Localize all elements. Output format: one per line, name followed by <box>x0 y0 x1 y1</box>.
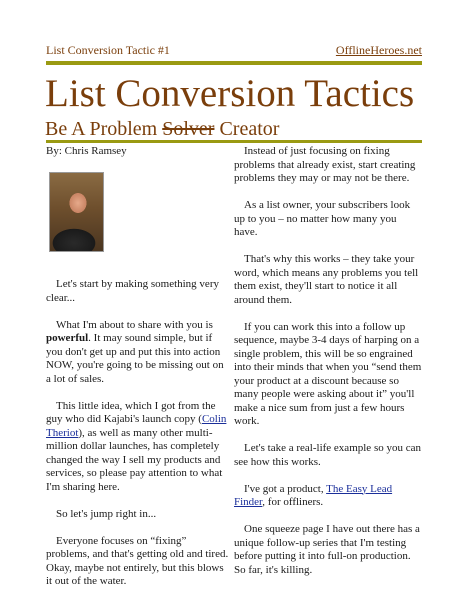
paragraph: Let's start by making something very clear... <box>46 278 219 304</box>
author-byline: By: Chris Ramsey <box>46 145 127 157</box>
right-column <box>234 145 422 591</box>
paragraph <box>46 400 230 495</box>
paragraph: So let's jump right in... <box>56 507 157 520</box>
paragraph: Everyone focuses on “fixing” problems, and that's getting old and tired. Okay, maybe not entirely, but this blows it out of the water. <box>46 534 229 587</box>
paragraph: That's why this works – they take your word, which means any problems you tell them exist, they'll start to notice it all around them. <box>234 253 419 306</box>
subtitle-part-2: Creator <box>214 118 280 140</box>
paragraph: Instead of just focusing on fixing problems that already exist, start creating problems they may or may not be there. <box>234 145 416 184</box>
subtitle-struck-word: Solver <box>162 118 215 140</box>
paragraph-text: What I'm about to share with you is <box>56 318 213 331</box>
site-link[interactable]: OfflineHeroes.net <box>335 43 422 57</box>
paragraph-text: ), as well as many other multi-million dollar launches, has completely changed the way I sell my products and services, so please pay attention to what I'm sharing here. <box>46 426 223 493</box>
title-divider <box>46 140 422 143</box>
header-divider <box>46 61 422 65</box>
header-tactic-label: List Conversion Tactic #1 <box>46 43 170 57</box>
page-title: List Conversion Tactics <box>45 72 415 115</box>
paragraph <box>234 483 422 510</box>
paragraph-text: I've got a product, <box>244 482 327 495</box>
author-photo <box>49 172 104 252</box>
easy-lead-finder-link[interactable]: The Easy Lead Finder <box>234 482 393 508</box>
paragraph-text: This little idea, which I got from the guy who did Kajabi's launch copy ( <box>46 399 216 425</box>
paragraph-text: . It may sound simple, but if you don't get up and put this into action NOW, you're going to be missing out on a lot of sales. <box>46 332 224 385</box>
paragraph-text: , for offliners. <box>262 496 324 508</box>
colin-theriot-link[interactable]: Colin Theriot <box>46 413 227 439</box>
paragraph: As a list owner, your subscribers look up to you – no matter how many you have. <box>234 199 411 238</box>
subtitle-part-1: Be A Problem <box>45 118 163 140</box>
page-subtitle <box>45 117 279 141</box>
bold-text: powerful <box>46 332 89 344</box>
page-header <box>46 43 422 61</box>
paragraph: One squeeze page I have out there has a unique follow-up series that I'm testing before putting it into full-on production. So far, it's killing. <box>234 523 420 576</box>
paragraph: Let's take a real-life example so you can see how this works. <box>234 442 421 468</box>
paragraph <box>46 319 230 387</box>
paragraph: If you can work this into a follow up sequence, maybe 3-4 days of harping on a single problem, this will be so engrained into their minds that when you “send them your product at a discount because so many people were asking about it” you'll make a nice sum from just a few hours work. <box>234 320 422 427</box>
left-column <box>46 145 230 602</box>
